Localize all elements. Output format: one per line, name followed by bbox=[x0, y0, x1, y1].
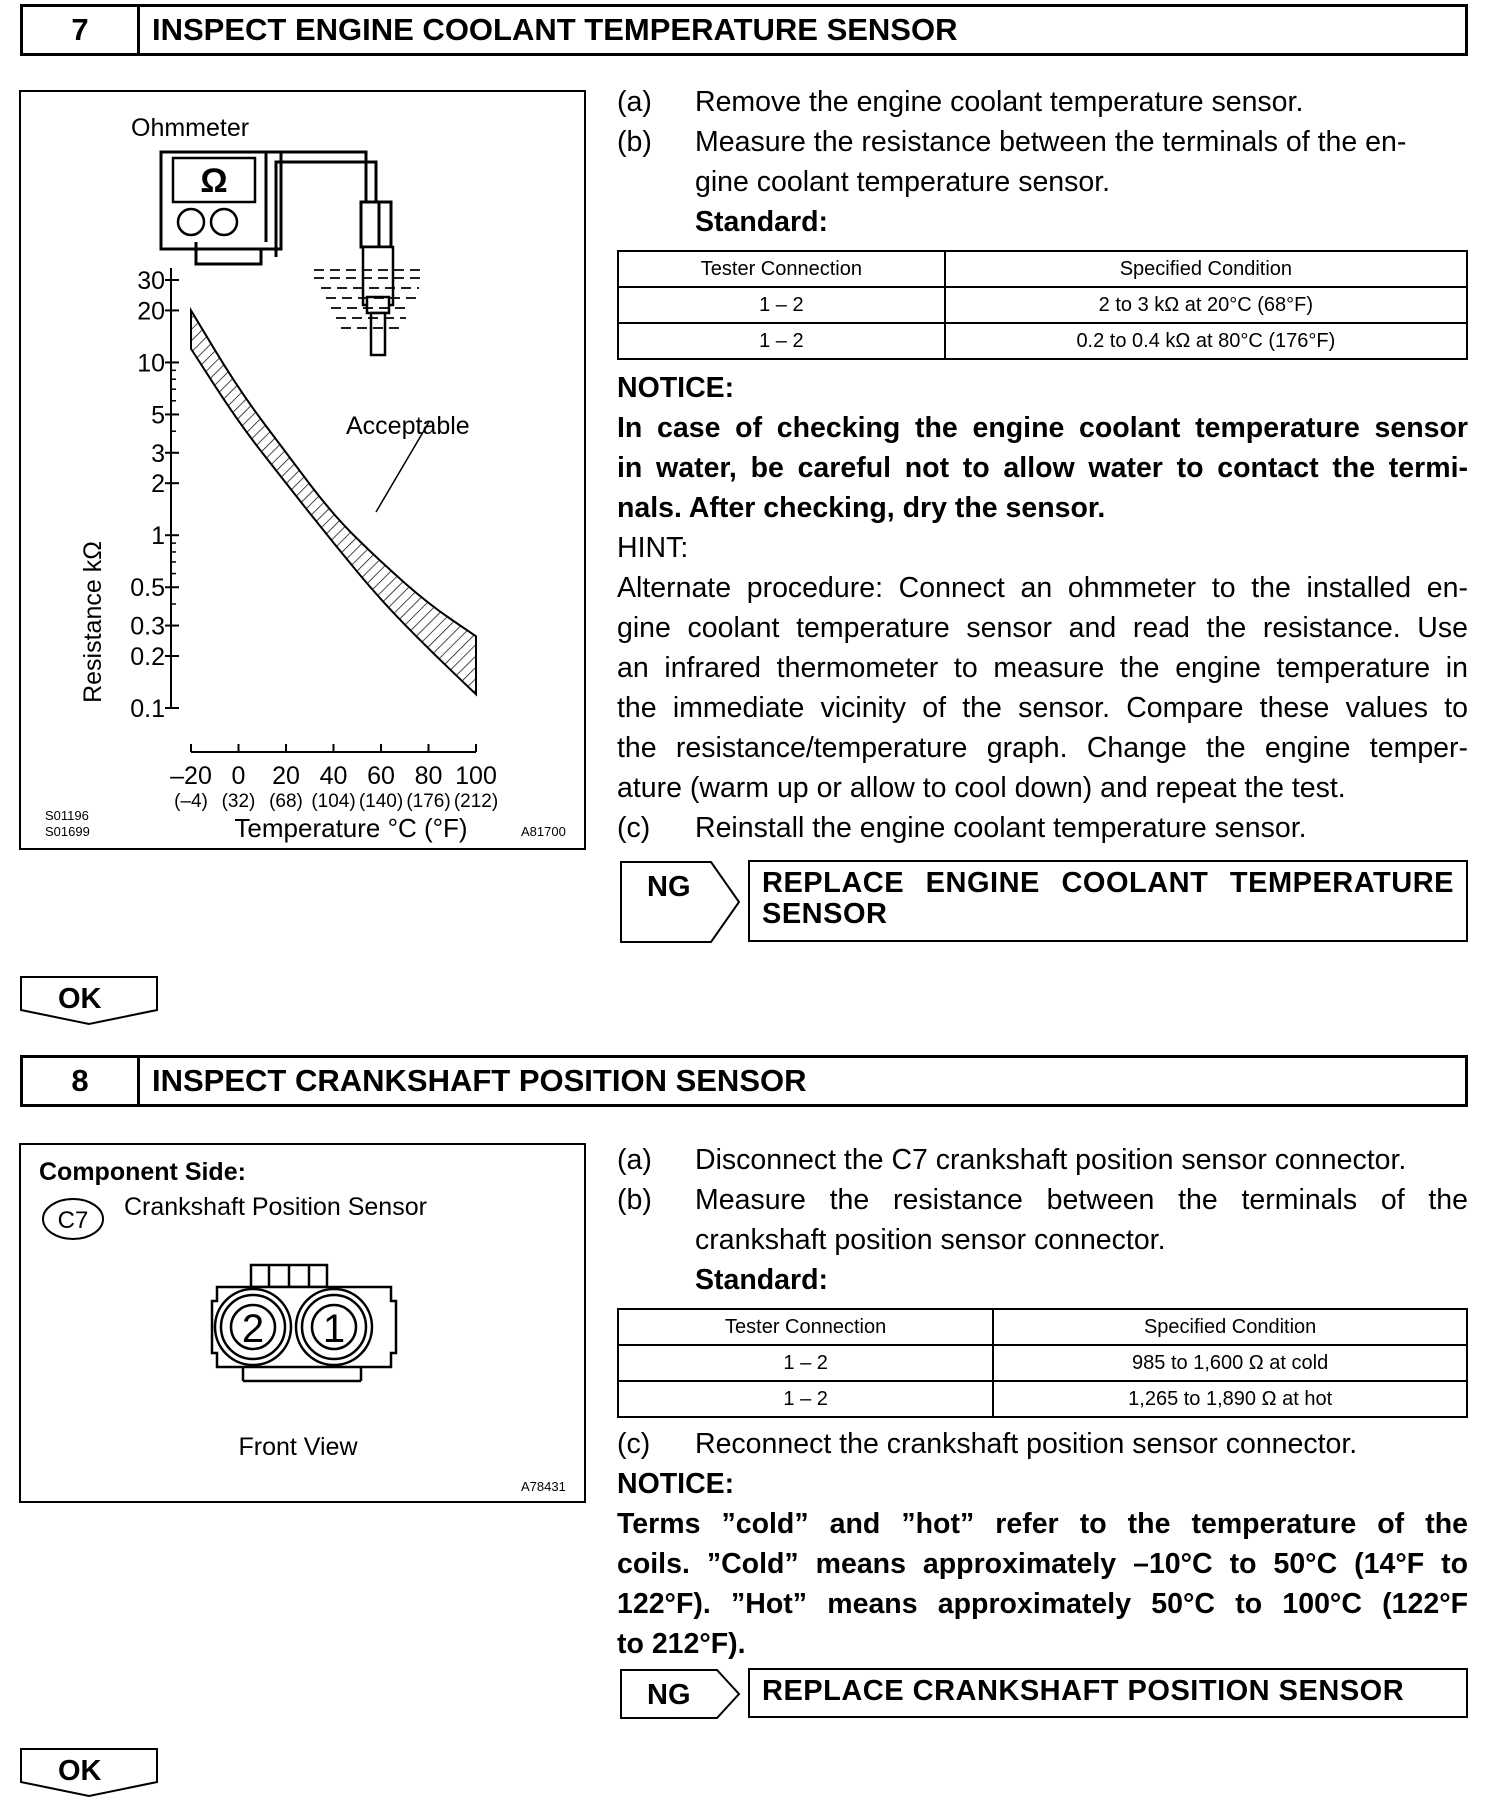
y-tick-label: 1 bbox=[151, 522, 165, 551]
step-number: 7 bbox=[23, 7, 140, 53]
step-label: (a) bbox=[617, 86, 652, 118]
table-row bbox=[618, 1345, 1467, 1381]
table-cell: 1 – 2 bbox=[618, 323, 945, 359]
table-header: Tester Connection bbox=[618, 251, 945, 287]
y-tick-label: 0.3 bbox=[130, 612, 165, 641]
x-tick-label-f: (32) bbox=[221, 791, 256, 812]
step-label: (c) bbox=[617, 812, 651, 844]
x-tick-label: 100 bbox=[455, 762, 497, 790]
connector-front-view-icon bbox=[212, 1265, 396, 1381]
notice-line: Terms ”cold” and ”hot” refer to the temperature of the bbox=[617, 1508, 1468, 1540]
hint-line: an infrared thermometer to measure the engine temperature in bbox=[617, 652, 1468, 684]
table-cell: 2 to 3 kΩ at 20°C (68°F) bbox=[945, 287, 1467, 323]
notice-line: in water, be careful not to allow water to contact the termi- bbox=[617, 452, 1468, 484]
figure-code-right: A78431 bbox=[521, 1479, 566, 1494]
coolant-spec-table bbox=[617, 250, 1468, 360]
step-8-instructions bbox=[617, 1140, 1468, 1300]
notice-label: NOTICE: bbox=[617, 1468, 735, 1500]
coolant-sensor-icon bbox=[363, 247, 393, 355]
connector-diagram bbox=[21, 1145, 584, 1501]
figure-code-2: S01699 bbox=[45, 824, 90, 839]
hint-line: the resistance/temperature graph. Change the engine temper- bbox=[617, 732, 1468, 764]
resistance-temperature-graph bbox=[21, 92, 584, 848]
notice-line: nals. After checking, dry the sensor. bbox=[617, 492, 1106, 524]
notice-line: to 212°F). bbox=[617, 1628, 746, 1660]
table-cell: 1 – 2 bbox=[618, 1381, 993, 1417]
hint-line: gine coolant temperature sensor and read the resistance. Use bbox=[617, 612, 1468, 644]
x-tick-label: 80 bbox=[414, 762, 443, 790]
standard-label: Standard: bbox=[695, 206, 829, 238]
ng-action-line: REPLACE ENGINE COOLANT TEMPERATURE bbox=[762, 867, 1454, 899]
step-c bbox=[617, 808, 1468, 848]
standard-label: Standard: bbox=[695, 1264, 829, 1296]
step-7-header bbox=[20, 4, 1468, 56]
notice-line: In case of checking the engine coolant temperature sensor bbox=[617, 412, 1468, 444]
y-axis-label: Resistance kΩ bbox=[79, 541, 107, 703]
table-header: Specified Condition bbox=[993, 1309, 1467, 1345]
y-tick-label: 3 bbox=[151, 439, 165, 468]
table-cell: 985 to 1,600 Ω at cold bbox=[993, 1345, 1467, 1381]
hint-line: the immediate vicinity of the sensor. Compare these values to bbox=[617, 692, 1468, 724]
y-tick-label: 2 bbox=[151, 470, 165, 499]
hint-line: Alternate procedure: Connect an ohmmeter to the installed en- bbox=[617, 572, 1468, 604]
step-7-notes bbox=[617, 368, 1468, 848]
acceptable-band bbox=[191, 310, 476, 694]
ng-arrow[interactable] bbox=[619, 860, 743, 944]
step-8-header bbox=[20, 1055, 1468, 1107]
step-text-cont: gine coolant temperature sensor. bbox=[695, 166, 1111, 198]
step-a bbox=[617, 82, 1468, 122]
acceptable-label: Acceptable bbox=[346, 412, 470, 440]
table-row bbox=[618, 1381, 1467, 1417]
table-row bbox=[618, 287, 1467, 323]
step-label: (b) bbox=[617, 1184, 652, 1216]
step-label: (b) bbox=[617, 126, 652, 158]
notice-line: 122°F). ”Hot” means approximately 50°C to 100°C (122°F bbox=[617, 1588, 1468, 1620]
step-text: Remove the engine coolant temperature sensor. bbox=[695, 86, 1304, 118]
x-tick-label-f: (212) bbox=[453, 791, 499, 812]
x-tick-label: 20 bbox=[272, 762, 300, 790]
table-cell: 1,265 to 1,890 Ω at hot bbox=[993, 1381, 1467, 1417]
step-a bbox=[617, 1140, 1468, 1180]
crankshaft-sensor-figure bbox=[19, 1143, 586, 1503]
front-view-label: Front View bbox=[238, 1433, 358, 1461]
step-c bbox=[617, 1424, 1468, 1464]
step-text: Disconnect the C7 crankshaft position sensor connector. bbox=[695, 1144, 1407, 1176]
coolant-sensor-figure bbox=[19, 90, 586, 850]
hint-line: ature (warm up or allow to cool down) and repeat the test. bbox=[617, 772, 1346, 804]
step-b bbox=[617, 1180, 1468, 1220]
ng-arrow[interactable] bbox=[619, 1668, 743, 1720]
x-axis-label: Temperature °C (°F) bbox=[234, 813, 468, 843]
x-tick-label: 60 bbox=[367, 762, 395, 790]
connector-code: C7 bbox=[57, 1207, 89, 1234]
step-8-notes bbox=[617, 1424, 1468, 1664]
ng-label: NG bbox=[647, 871, 691, 903]
table-row bbox=[618, 323, 1467, 359]
ok-arrow[interactable] bbox=[20, 976, 158, 1026]
ng-action-box bbox=[748, 1668, 1468, 1718]
table-header: Tester Connection bbox=[618, 1309, 993, 1345]
table-header-row bbox=[618, 251, 1467, 287]
figure-code-right: A81700 bbox=[521, 824, 566, 839]
table-header-row bbox=[618, 1309, 1467, 1345]
table-cell: 0.2 to 0.4 kΩ at 80°C (176°F) bbox=[945, 323, 1467, 359]
ok-label: OK bbox=[58, 983, 102, 1015]
notice-line: coils. ”Cold” means approximately –10°C to 50°C (14°F to bbox=[617, 1548, 1468, 1580]
y-tick-label: 30 bbox=[137, 267, 165, 295]
y-tick-label: 0.1 bbox=[130, 695, 165, 723]
x-tick-label-f: (104) bbox=[311, 791, 356, 812]
x-tick-label: 0 bbox=[231, 762, 246, 790]
ohmmeter-icon bbox=[161, 152, 281, 249]
step-7-instructions bbox=[617, 82, 1468, 242]
table-header: Specified Condition bbox=[945, 251, 1467, 287]
notice-label: NOTICE: bbox=[617, 372, 735, 404]
ohm-symbol: Ω bbox=[200, 162, 228, 200]
step-label: (a) bbox=[617, 1144, 652, 1176]
x-tick-label-f: (140) bbox=[358, 791, 404, 812]
step-text: Measure the resistance between the terminals of the en- bbox=[695, 126, 1407, 158]
step-text-cont: crankshaft position sensor connector. bbox=[695, 1224, 1166, 1256]
hint-label: HINT: bbox=[617, 532, 689, 564]
table-cell: 1 – 2 bbox=[618, 287, 945, 323]
step-text: Reinstall the engine coolant temperature sensor. bbox=[695, 812, 1307, 844]
pin-1-label: 1 bbox=[322, 1307, 346, 1351]
x-tick-label-f: (–4) bbox=[174, 791, 208, 812]
step-label: (c) bbox=[617, 1428, 651, 1460]
y-tick-label: 0.5 bbox=[130, 574, 165, 603]
step-text: Reconnect the crankshaft position sensor connector. bbox=[695, 1428, 1358, 1460]
table-cell: 1 – 2 bbox=[618, 1345, 993, 1381]
pin-2-label: 2 bbox=[241, 1307, 265, 1351]
crankshaft-spec-table bbox=[617, 1308, 1468, 1418]
x-tick-label-f: (68) bbox=[269, 791, 303, 812]
x-tick-label-f: (176) bbox=[406, 791, 451, 812]
y-tick-label: 10 bbox=[137, 349, 165, 378]
step-title: INSPECT ENGINE COOLANT TEMPERATURE SENSOR bbox=[152, 12, 958, 47]
step-text: Measure the resistance between the terminals of the bbox=[695, 1184, 1468, 1216]
component-side-label: Component Side: bbox=[39, 1158, 246, 1186]
ng-label: NG bbox=[647, 1679, 691, 1711]
x-tick-label: 40 bbox=[319, 762, 348, 790]
step-b bbox=[617, 122, 1468, 162]
y-tick-label: 0.2 bbox=[130, 642, 165, 671]
ok-arrow[interactable] bbox=[20, 1748, 158, 1798]
figure-code-1: S01196 bbox=[45, 808, 89, 823]
ng-action-line: SENSOR bbox=[762, 898, 888, 930]
y-tick-label: 5 bbox=[151, 401, 165, 430]
ng-action-box bbox=[748, 860, 1468, 942]
x-tick-label: –20 bbox=[170, 762, 212, 790]
y-tick-label: 20 bbox=[137, 297, 165, 326]
step-number: 8 bbox=[23, 1058, 140, 1104]
x-axis-ticks bbox=[170, 744, 498, 812]
ok-label: OK bbox=[58, 1755, 102, 1787]
ohmmeter-label: Ohmmeter bbox=[131, 114, 250, 142]
sensor-name: Crankshaft Position Sensor bbox=[124, 1193, 427, 1221]
step-title: INSPECT CRANKSHAFT POSITION SENSOR bbox=[152, 1063, 807, 1098]
ng-action-line: REPLACE CRANKSHAFT POSITION SENSOR bbox=[762, 1675, 1405, 1707]
